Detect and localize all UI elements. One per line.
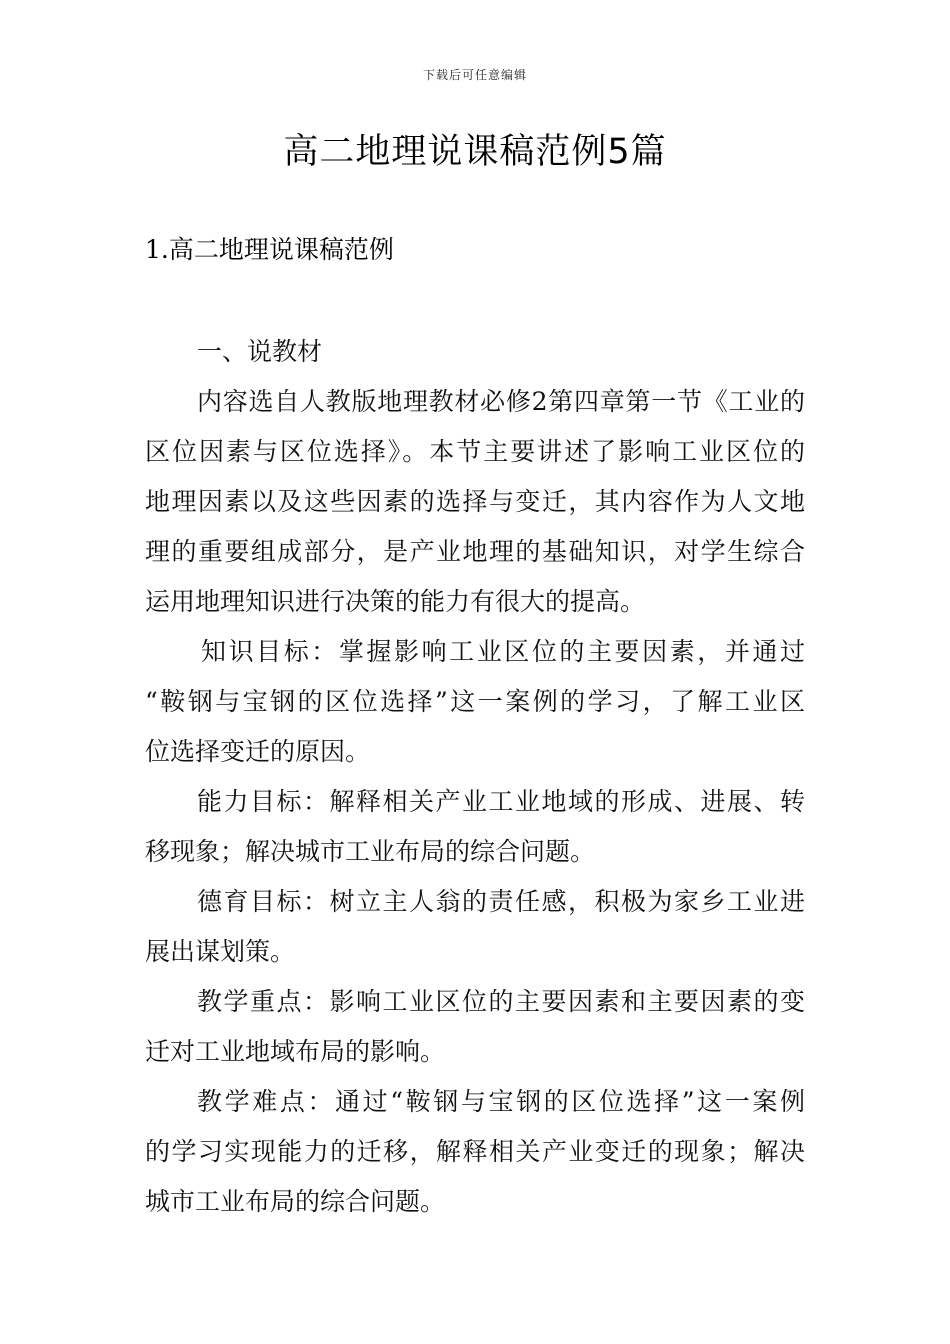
section-title: 1.高二地理说课稿范例: [145, 235, 394, 264]
header-note: 下载后可任意编辑: [422, 68, 527, 82]
difficulty-line: 教学难点：通过“鞍钢与宝钢的区位选择”这一案例: [197, 1087, 805, 1116]
difficulty-line: 的学习实现能力的迁移，解释相关产业变迁的现象；解决: [145, 1137, 805, 1166]
body-text: [145, 327, 805, 1227]
key-point-line: 迁对工业地域布局的影响。: [145, 1037, 446, 1066]
document-title: 高二地理说课稿范例5篇: [283, 132, 667, 172]
paragraph-line: 理的重要组成部分，是产业地理的基础知识，对学生综合: [145, 537, 805, 566]
paragraph-line: 运用地理知识进行决策的能力有很大的提高。: [145, 587, 646, 616]
moral-goal-line: 展出谋划策。: [145, 937, 296, 966]
ability-goal-line: 移现象；解决城市工业布局的综合问题。: [145, 837, 596, 866]
difficulty-line: 城市工业布局的综合问题。: [145, 1187, 446, 1216]
ability-goal-line: 能力目标：解释相关产业工业地域的形成、进展、转: [197, 787, 805, 816]
paragraph-line: 内容选自人教版地理教材必修2第四章第一节《工业的: [197, 387, 805, 416]
heading-shuo-jiaocai: 一、说教材: [197, 337, 323, 366]
key-point-line: 教学重点：影响工业区位的主要因素和主要因素的变: [197, 987, 805, 1016]
moral-goal-line: 德育目标：树立主人翁的责任感，积极为家乡工业进: [197, 887, 805, 916]
knowledge-goal-line: “鞍钢与宝钢的区位选择”这一案例的学习，了解工业区: [145, 687, 805, 716]
knowledge-goal-line: 位选择变迁的原因。: [145, 737, 371, 766]
paragraph-line: 区位因素与区位选择》。本节主要讲述了影响工业区位的: [145, 437, 805, 466]
knowledge-goal-line: 知识目标：掌握影响工业区位的主要因素，并通过: [201, 637, 805, 666]
paragraph-line: 地理因素以及这些因素的选择与变迁，其内容作为人文地: [145, 487, 805, 516]
